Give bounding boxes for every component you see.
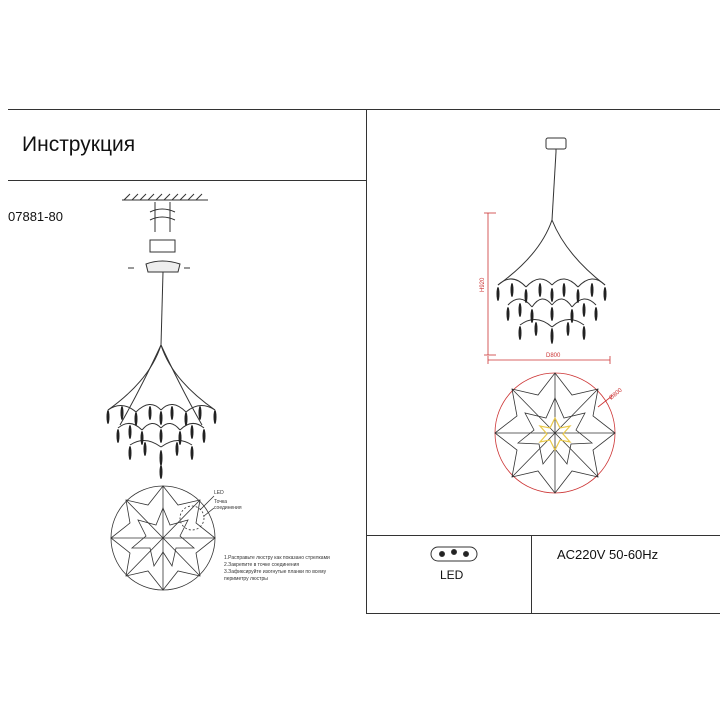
top-diameter-dimension: Ø800 [608, 387, 624, 402]
page-title: Инструкция [22, 133, 136, 156]
right-wire [552, 152, 556, 220]
led-label: LED [440, 568, 464, 582]
right-crystal-pendants [497, 283, 607, 344]
right-top-view [495, 373, 615, 493]
connection-point-line2: соединения [214, 505, 242, 511]
right-canopy [546, 138, 566, 149]
step-1: 1.Расправьте люстру как показано стрелками [224, 555, 330, 561]
led-callout-label: LED [214, 490, 224, 496]
model-number: 07881-80 [8, 209, 63, 224]
diameter-dimension: D800 [546, 353, 561, 359]
step-3: 3.Зафиксируйте изогнутые планки по всему [224, 569, 327, 575]
connection-point-line1: Точка [214, 499, 228, 505]
led-icon [431, 547, 477, 561]
step-2: 2.Закрепите в точке соединения [224, 562, 300, 568]
height-dimension: H920 [480, 277, 486, 292]
step-3-cont: периметру люстры [224, 576, 268, 582]
power-spec: AC220V 50-60Hz [557, 547, 659, 562]
